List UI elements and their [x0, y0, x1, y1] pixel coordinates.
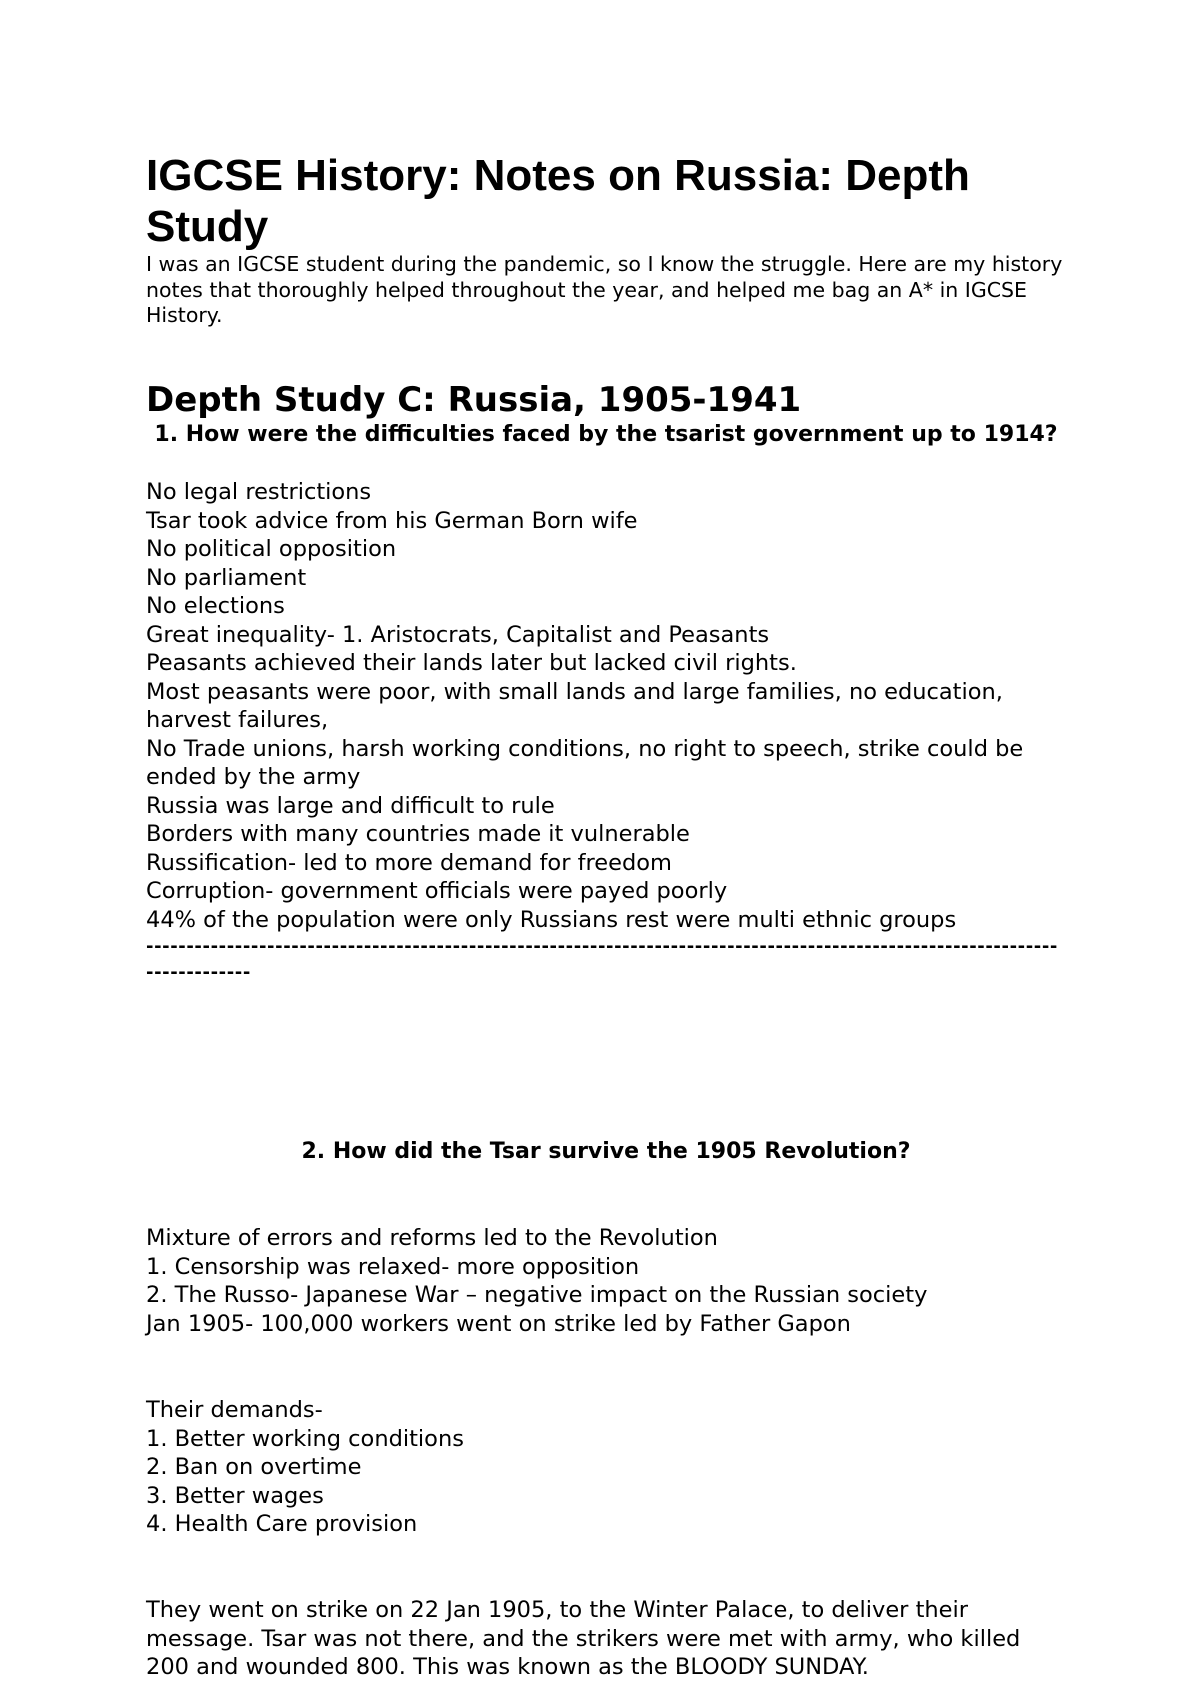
- list-item: Tsar took advice from his German Born wife: [146, 507, 638, 534]
- list-item: 4. Health Care provision: [146, 1511, 418, 1537]
- list-item: Russification- led to more demand for freedom: [146, 849, 672, 876]
- list-item: Borders with many countries made it vulnerable: [146, 821, 690, 847]
- causes-list: [146, 1224, 1066, 1338]
- demands-list: [146, 1396, 1066, 1539]
- list-item: No political opposition: [146, 536, 397, 562]
- list-item: Jan 1905- 100,000 workers went on strike led by Father Gapon: [146, 1310, 851, 1337]
- bloody-sunday-paragraph-block: [146, 1596, 1066, 1682]
- list-item: Their demands-: [146, 1397, 323, 1423]
- section-heading: Depth Study C: Russia, 1905-1941: [146, 380, 802, 420]
- document-title: IGCSE History: Notes on Russia: Depth Study: [146, 151, 970, 251]
- question-2-heading: 2. How did the Tsar survive the 1905 Revolution?: [301, 1139, 911, 1164]
- list-item: 1. Better working conditions: [146, 1425, 464, 1452]
- list-item: Most peasants were poor, with small lands and large families, no education, harvest failures,: [146, 678, 1011, 733]
- list-item: No legal restrictions: [146, 479, 372, 505]
- list-item: No parliament: [146, 564, 307, 591]
- section-divider: ------------------------------------------------------------------------------------------------------------------------------: [146, 936, 1058, 983]
- list-item: Mixture of errors and reforms led to the Revolution: [146, 1225, 718, 1251]
- list-item: 1. Censorship was relaxed- more opposition: [146, 1253, 640, 1280]
- list-item: 3. Better wages: [146, 1482, 324, 1509]
- list-item: 2. The Russo- Japanese War – negative impact on the Russian society: [146, 1282, 928, 1308]
- difficulties-list: [146, 478, 1066, 986]
- list-item: Peasants achieved their lands later but lacked civil rights.: [146, 650, 797, 676]
- list-item: Russia was large and difficult to rule: [146, 792, 555, 819]
- list-item: No elections: [146, 593, 285, 619]
- document-page: [146, 150, 1066, 1680]
- list-item: Great inequality- 1. Aristocrats, Capitalist and Peasants: [146, 621, 770, 648]
- list-item: No Trade unions, harsh working conditions, no right to speech, strike could be ended by the army: [146, 735, 1031, 790]
- list-item: Corruption- government officials were payed poorly: [146, 878, 728, 904]
- list-item: 44% of the population were only Russians rest were multi ethnic groups: [146, 906, 957, 933]
- list-item: 2. Ban on overtime: [146, 1454, 362, 1480]
- question-1-heading: 1. How were the difficulties faced by the tsarist government up to 1914?: [154, 422, 1058, 447]
- bloody-sunday-paragraph: They went on strike on 22 Jan 1905, to the Winter Palace, to deliver their message. Tsar was not there, and the strikers were met with army, who killed 200 and wounded 800. This was known as the BLOODY SUNDAY.: [146, 1597, 1028, 1680]
- intro-paragraph: I was an IGCSE student during the pandemic, so I know the struggle. Here are my history notes that thoroughly helped throughout the year, and helped me bag an A* in IGCSE History.: [146, 252, 1063, 327]
